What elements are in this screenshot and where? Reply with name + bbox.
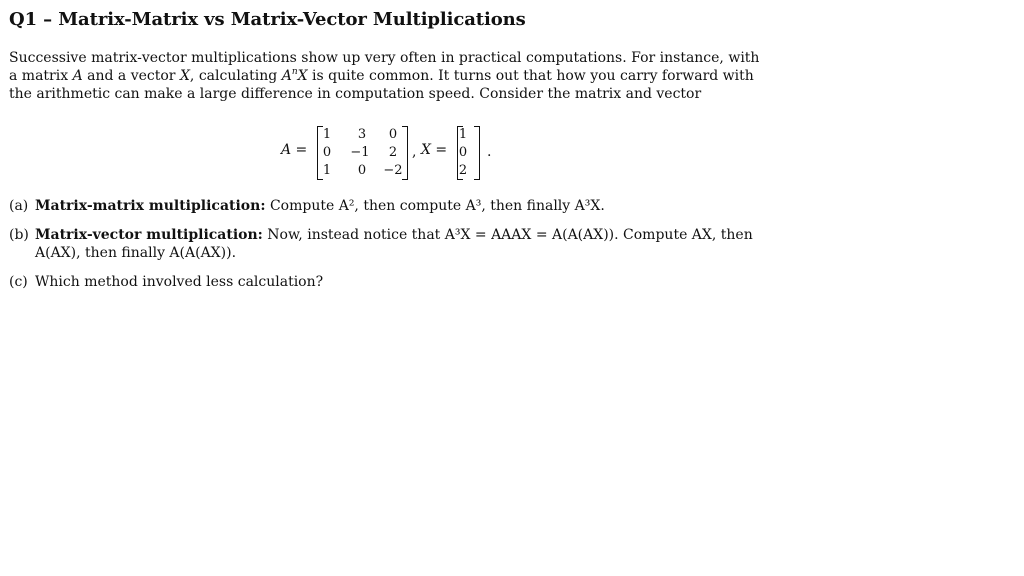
part-c-tag: (c)	[9, 274, 28, 290]
part-c-text: Which method involved less calculation?	[35, 274, 324, 290]
matrix-a-cell: 0	[357, 163, 367, 178]
vector-x-cell: 2	[458, 163, 468, 178]
part-a-text: Compute A², then compute A³, then finally A³X.	[265, 198, 605, 214]
intro-paragraph	[9, 49, 769, 103]
vector-x-label: X =	[421, 142, 448, 158]
part-a	[9, 197, 789, 215]
matrix-a-cell: 1	[322, 163, 332, 178]
intro-var-x: X	[179, 68, 190, 84]
matrix-a-cell: 0	[388, 127, 398, 142]
question-parts	[9, 197, 789, 302]
matrix-definition	[9, 123, 1009, 183]
intro-text-3: , calculating	[189, 68, 282, 84]
part-c	[9, 273, 789, 291]
part-b-heading: Matrix-vector multiplication:	[35, 227, 263, 243]
matrix-a-cell: 1	[322, 127, 332, 142]
intro-text-2: and a vector	[82, 68, 180, 84]
intro-text-4: is quite common. It turns out that how you carry forward with the arithmetic can make a large difference in computation speed. Consider the matrix and vector	[9, 68, 754, 102]
part-b	[9, 226, 789, 262]
matrix-a-cell: 2	[388, 145, 398, 160]
intro-text-1: Successive matrix-vector multiplications show up very often in practical computations. For instance, with a matrix	[9, 50, 760, 84]
vector-x-cell: 1	[458, 127, 468, 142]
document-page	[9, 8, 1009, 290]
vector-x-cell: 0	[458, 145, 468, 160]
vector-x-right-bracket	[474, 126, 480, 180]
matrix-a-cell: −2	[383, 163, 403, 178]
matrix-a-label: A =	[281, 142, 308, 158]
intro-an-x: X	[297, 68, 308, 84]
matrix-end-period: .	[487, 144, 492, 160]
part-a-tag: (a)	[9, 198, 29, 214]
part-b-text: Now, instead notice that A³X = AAAX = A(A(AX)). Compute AX, then A(AX), then finally A(A(AX)).	[35, 227, 753, 261]
part-a-heading: Matrix-matrix multiplication:	[35, 198, 266, 214]
intro-an-base: A	[281, 68, 292, 84]
question-title: Q1 – Matrix-Matrix vs Matrix-Vector Multiplications	[9, 9, 526, 30]
matrix-a-right-bracket	[402, 126, 408, 180]
matrix-a-cell: 3	[357, 127, 367, 142]
part-b-tag: (b)	[9, 227, 29, 243]
matrix-a-cell: −1	[350, 145, 370, 160]
intro-var-a: A	[72, 68, 83, 84]
intro-an-exp: n	[291, 67, 298, 77]
matrix-separator: ,	[412, 144, 417, 160]
matrix-a-cell: 0	[322, 145, 332, 160]
